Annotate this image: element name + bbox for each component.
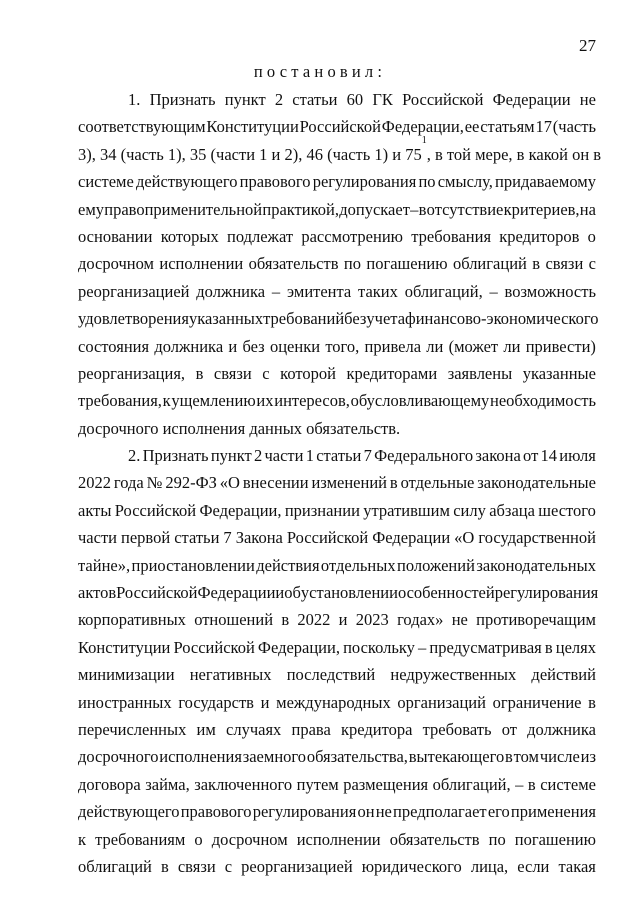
text-line: ему правоприменительной практикой, допускает – в отсутствие критериев, на [78, 199, 596, 219]
text-line: иностранных государств и международных организаций ограничение в [78, 692, 596, 712]
text-line: перечисленных им случаях права кредитора требовать от должника [78, 719, 596, 739]
text-line-with-footnote [78, 134, 602, 168]
text-line: корпоративных отношений в 2022 и 2023 годах» не противоречащим [78, 610, 596, 630]
text-fragment: , в той мере, в какой он в [426, 144, 602, 164]
text-line: 1. Признать пункт 2 статьи 60 ГК Российской Федерации не [128, 90, 596, 109]
text-line: Конституции Российской Федерации, поскольку – предусматривая в целях [78, 637, 596, 657]
text-fragment: 3), 34 (часть 1), 35 (части 1 и 2), 46 (часть 1) и 75 [78, 144, 422, 164]
text-line: состояния должника и без оценки того, привела ли (может ли привести) [78, 336, 596, 356]
text-line-last: досрочного исполнения данных обязательств. [78, 418, 401, 438]
text-line: реорганизация, в связи с которой кредиторами заявлены указанные [78, 363, 596, 383]
text-line: досрочного исполнения заемного обязательства, вытекающего в том числе из [78, 747, 596, 767]
text-line: тайне», приостановлении действия отдельных положений законодательных [78, 555, 596, 575]
text-line: акты Российской Федерации, признании утратившим силу абзаца шестого [78, 500, 596, 520]
paragraph-1 [78, 86, 602, 442]
document-body [78, 86, 602, 880]
text-line: облигаций в связи с реорганизацией юридического лица, если такая [78, 856, 596, 876]
page-number: 27 [579, 36, 596, 55]
text-line: 2. Признать пункт 2 части 1 статьи 7 Федерального закона от 14 июля [128, 446, 596, 466]
paragraph-2 [78, 442, 599, 880]
text-line: договора займа, заключенного путем размещения облигаций, – в системе [78, 774, 596, 794]
text-line: минимизации негативных последствий недружественных действий [78, 665, 596, 685]
text-line: актов Российской Федерации и об установлении особенностей регулирования [78, 583, 599, 603]
text-line: основании которых подлежат рассмотрению требования кредиторов о [78, 226, 596, 246]
text-line: досрочном исполнении обязательств по погашению облигаций в связи с [78, 254, 596, 274]
text-line: к требованиям о досрочном исполнении обязательств по погашению [78, 829, 596, 849]
superscript-1: 1 [421, 134, 427, 146]
text-line: системе действующего правового регулирования по смыслу, придаваемому [78, 172, 596, 192]
text-line: 2022 года № 292-ФЗ «О внесении изменений в отдельные законодательные [78, 473, 596, 493]
text-line: действующего правового регулирования он не предполагает его применения [78, 802, 596, 822]
text-line: части первой статьи 7 Закона Российской Федерации «О государственной [78, 528, 596, 548]
text-line: требования, к ущемлению их интересов, обусловливающему необходимость [78, 391, 596, 411]
resolution-heading: постановил: [253, 62, 387, 81]
text-line: соответствующим Конституции Российской Федерации, ее статьям 17 (часть [78, 117, 596, 137]
text-line: реорганизацией должника – эмитента таких облигаций, – возможность [78, 281, 596, 301]
text-line: удовлетворения указанных требований без учета финансово-экономического [78, 309, 599, 329]
